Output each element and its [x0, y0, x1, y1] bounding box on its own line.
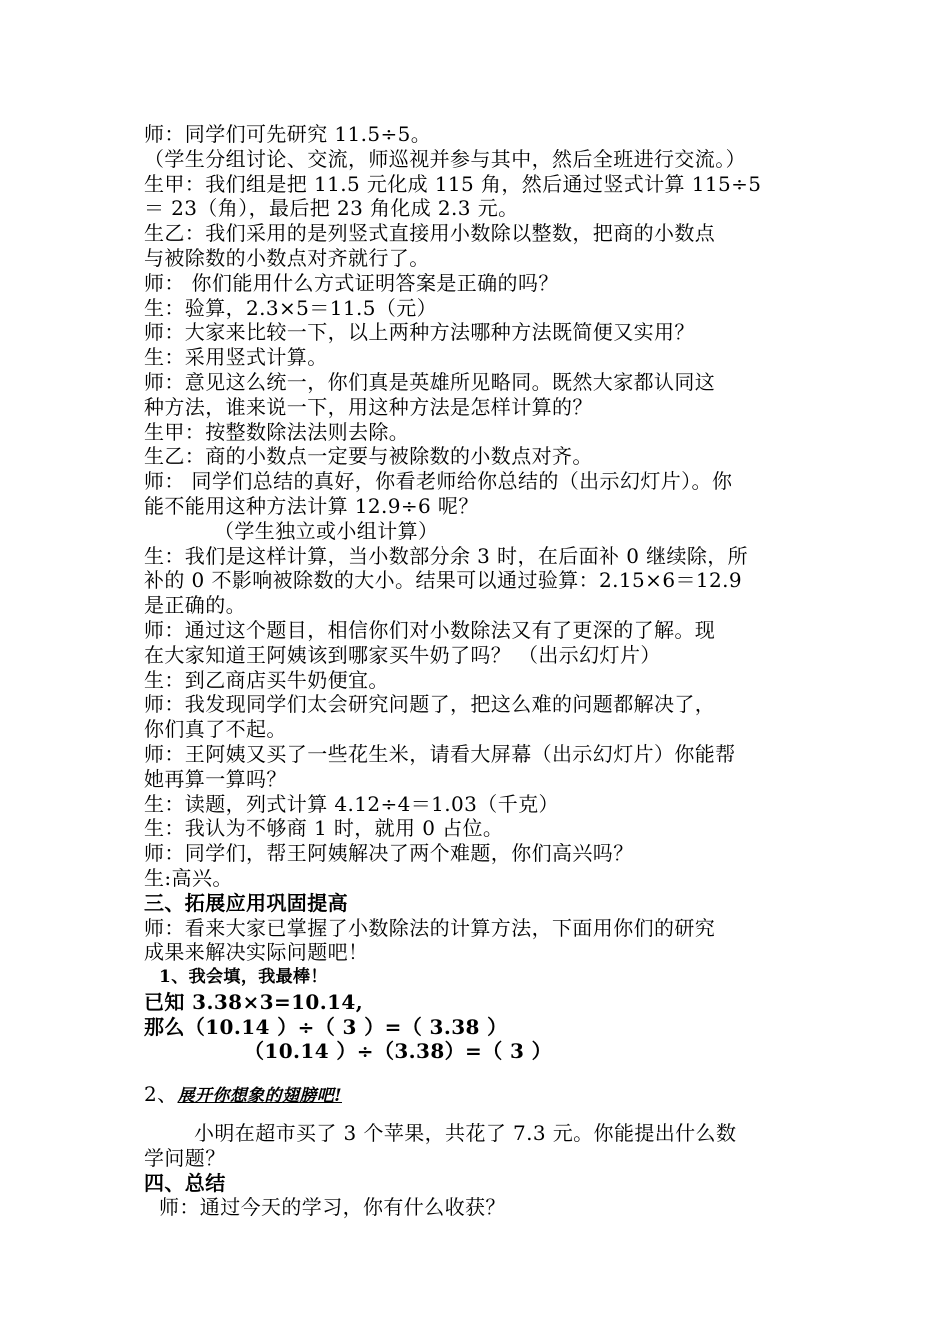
- known-equation: 已知 3.38×3=10.14,: [144, 989, 364, 1014]
- text-line: 生：我们是这样计算，当小数部分余 3 时，在后面补 0 继续除，所: [144, 543, 749, 568]
- text-line-indented: 小明在超市买了 3 个苹果，共花了 7.3 元。你能提出什么数: [194, 1121, 737, 1146]
- text-line: 生：读题，列式计算 4.12÷4＝1.03（千克）: [144, 791, 559, 816]
- text-line: 成果来解决实际问题吧！: [144, 940, 369, 965]
- text-line: 你们真了不起。: [144, 717, 287, 742]
- text-line: 补的 0 不影响被除数的大小。结果可以通过验算：2.15×6＝12.9: [144, 568, 742, 593]
- text-line: 师： 同学们总结的真好，你看老师给你总结的（出示幻灯片）。你: [144, 469, 733, 494]
- text-line: 生：采用竖式计算。: [144, 345, 328, 370]
- text-line: 她再算一算吗？: [144, 766, 287, 791]
- text-line: 生：我认为不够商 1 时，就用 0 占位。: [144, 816, 504, 841]
- text-line: 师：意见这么统一，你们真是英雄所见略同。既然大家都认同这: [144, 369, 716, 394]
- text-line: 是正确的。: [144, 593, 246, 618]
- text-line: 生甲：按整数除法法则去除。: [144, 419, 410, 444]
- spacer: [144, 1107, 824, 1121]
- text-line: 学问题？: [144, 1145, 226, 1170]
- text-line: 种方法，谁来说一下，用这种方法是怎样计算的？: [144, 394, 593, 419]
- text-line: （学生分组讨论、交流，师巡视并参与其中，然后全班进行交流。）: [144, 146, 746, 171]
- text-line-indented: （学生独立或小组计算）: [214, 518, 439, 543]
- section-heading-3: 三、拓展应用巩固提高: [144, 890, 348, 915]
- text-line: 师：通过今天的学习，你有什么收获？: [159, 1195, 506, 1220]
- text-line: 师：通过这个题目，相信你们对小数除法又有了更深的了解。现: [144, 617, 716, 642]
- exercise-1-title: 1、我会填，我最棒！: [159, 967, 328, 988]
- document-body: [144, 122, 824, 1220]
- text-line: 生:高兴。: [144, 865, 233, 890]
- text-line: 师：同学们，帮王阿姨解决了两个难题，你们高兴吗？: [144, 841, 634, 866]
- text-line: 生乙：我们采用的是列竖式直接用小数除以整数，把商的小数点: [144, 221, 716, 246]
- text-line: 生：到乙商店买牛奶便宜。: [144, 667, 389, 692]
- text-line: 师：王阿姨又买了一些花生米，请看大屏幕（出示幻灯片）你能帮: [144, 741, 736, 766]
- spacer: [144, 1064, 824, 1082]
- text-line: 师： 你们能用什么方式证明答案是正确的吗？: [144, 270, 559, 295]
- text-line: 师：我发现同学们太会研究问题了，把这么难的问题都解决了，: [144, 692, 716, 717]
- text-line: 师：看来大家已掌握了小数除法的计算方法，下面用你们的研究: [144, 915, 716, 940]
- text-line: 与被除数的小数点对齐就行了。: [144, 245, 430, 270]
- text-line: 在大家知道王阿姨该到哪家买牛奶了吗？ （出示幻灯片）: [144, 642, 661, 667]
- text-line: ＝ 23（角），最后把 23 角化成 2.3 元。: [144, 196, 519, 221]
- exercise-2-number: 2、: [144, 1082, 178, 1107]
- text-line: 生：验算，2.3×5＝11.5（元）: [144, 295, 438, 320]
- text-line: 能不能用这种方法计算 12.9÷6 呢？: [144, 493, 479, 518]
- section-heading-4: 四、总结: [144, 1170, 226, 1195]
- exercise-2-title: [144, 1082, 824, 1107]
- exercise-2-label: 展开你想象的翅膀吧!: [177, 1086, 342, 1107]
- text-line: 师：同学们可先研究 11.5÷5。: [144, 122, 432, 146]
- text-line: 生乙：商的小数点一定要与被除数的小数点对齐。: [144, 444, 593, 469]
- text-line: 师：大家来比较一下，以上两种方法哪种方法既简便又实用？: [144, 320, 695, 345]
- text-line: 生甲：我们组是把 11.5 元化成 115 角，然后通过竖式计算 115÷5: [144, 171, 762, 196]
- fill-blank-2: （10.14 ）÷（3.38）=（ 3 ）: [244, 1039, 553, 1064]
- fill-blank-1: 那么（10.14 ）÷（ 3 ）=（ 3.38 ）: [144, 1014, 508, 1039]
